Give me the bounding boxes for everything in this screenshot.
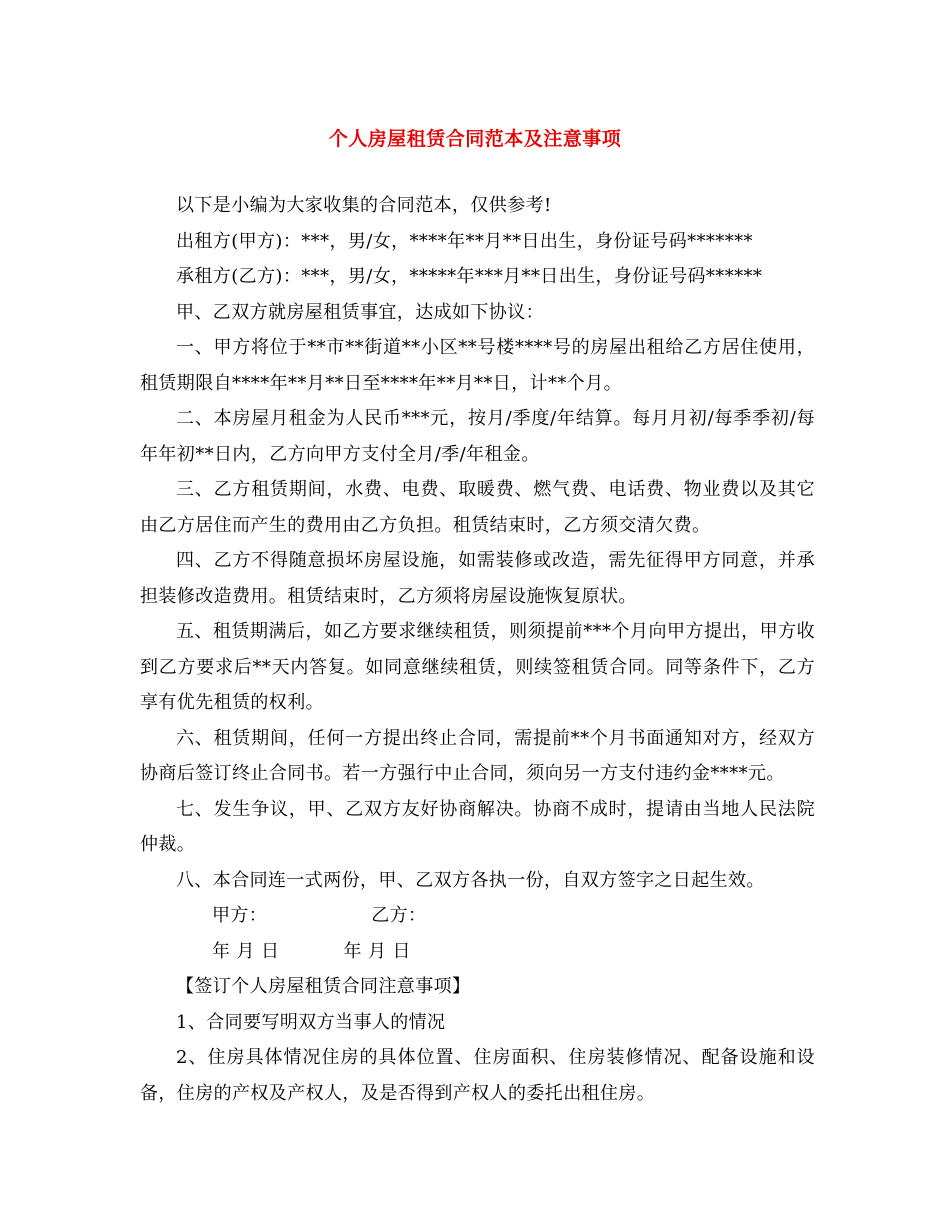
clause-3: 三、乙方租赁期间，水费、电费、取暖费、燃气费、电话费、物业费以及其它由乙方居住而产生的费用由乙方负担。租赁结束时，乙方须交清欠费。 — [140, 479, 815, 536]
notes-heading: 【签订个人房屋租赁合同注意事项】 — [176, 976, 471, 997]
intro-paragraph: 以下是小编为大家收集的合同范本，仅供参考! — [176, 195, 552, 216]
party-a-label: 甲方： — [212, 905, 268, 926]
agreement-preamble: 甲、乙双方就房屋租赁事宜，达成如下协议： — [176, 301, 544, 323]
clause-6: 六、租赁期间，任何一方提出终止合同，需提前**个月书面通知对方，经双方协商后签订终止合同书。若一方强行中止合同，须向另一方支付违约金****元。 — [140, 727, 815, 784]
clause-7: 七、发生争议，甲、乙双方友好协商解决。协商不成时，提请由当地人民法院仲裁。 — [140, 798, 815, 855]
note-item-2: 2、住房具体情况住房的具体位置、住房面积、住房装修情况、配备设施和设备，住房的产权及产权人，及是否得到产权人的委托出租住房。 — [140, 1047, 815, 1104]
note-item-1: 1、合同要写明双方当事人的情况 — [176, 1011, 446, 1033]
clause-1: 一、甲方将位于**市**街道**小区**号楼****号的房屋出租给乙方居住使用，租赁期限自****年**月**日至****年**月**日，计**个月。 — [140, 337, 815, 394]
document-title: 个人房屋租赁合同范本及注意事项 — [328, 128, 622, 150]
date-row — [140, 934, 815, 970]
date-b: 年 月 日 — [343, 940, 411, 962]
document-body — [140, 188, 815, 1111]
clause-8: 八、本合同连一式两份，甲、乙双方各执一份，自双方签字之日起生效。 — [176, 869, 765, 891]
lessee-info: 承租方(乙方)：***，男/女，*****年***月**日出生，身份证号码****** — [176, 266, 763, 287]
party-b-label: 乙方： — [371, 905, 427, 926]
clause-2: 二、本房屋月租金为人民币***元，按月/季度/年结算。每月月初/每季季初/每年年初**日内，乙方向甲方支付全月/季/年租金。 — [140, 408, 815, 465]
date-a: 年 月 日 — [212, 940, 280, 962]
lessor-info: 出租方(甲方)：***，男/女，****年**月**日出生，身份证号码******* — [176, 230, 753, 252]
clause-5: 五、租赁期满后，如乙方要求继续租赁，则须提前***个月向甲方提出，甲方收到乙方要求后**天内答复。如同意继续租赁，则续签租赁合同。同等条件下，乙方享有优先租赁的权利。 — [140, 621, 815, 713]
clause-4: 四、乙方不得随意损坏房屋设施，如需装修或改造，需先征得甲方同意，并承担装修改造费用。租赁结束时，乙方须将房屋设施恢复原状。 — [140, 550, 815, 607]
signature-row — [140, 898, 815, 934]
